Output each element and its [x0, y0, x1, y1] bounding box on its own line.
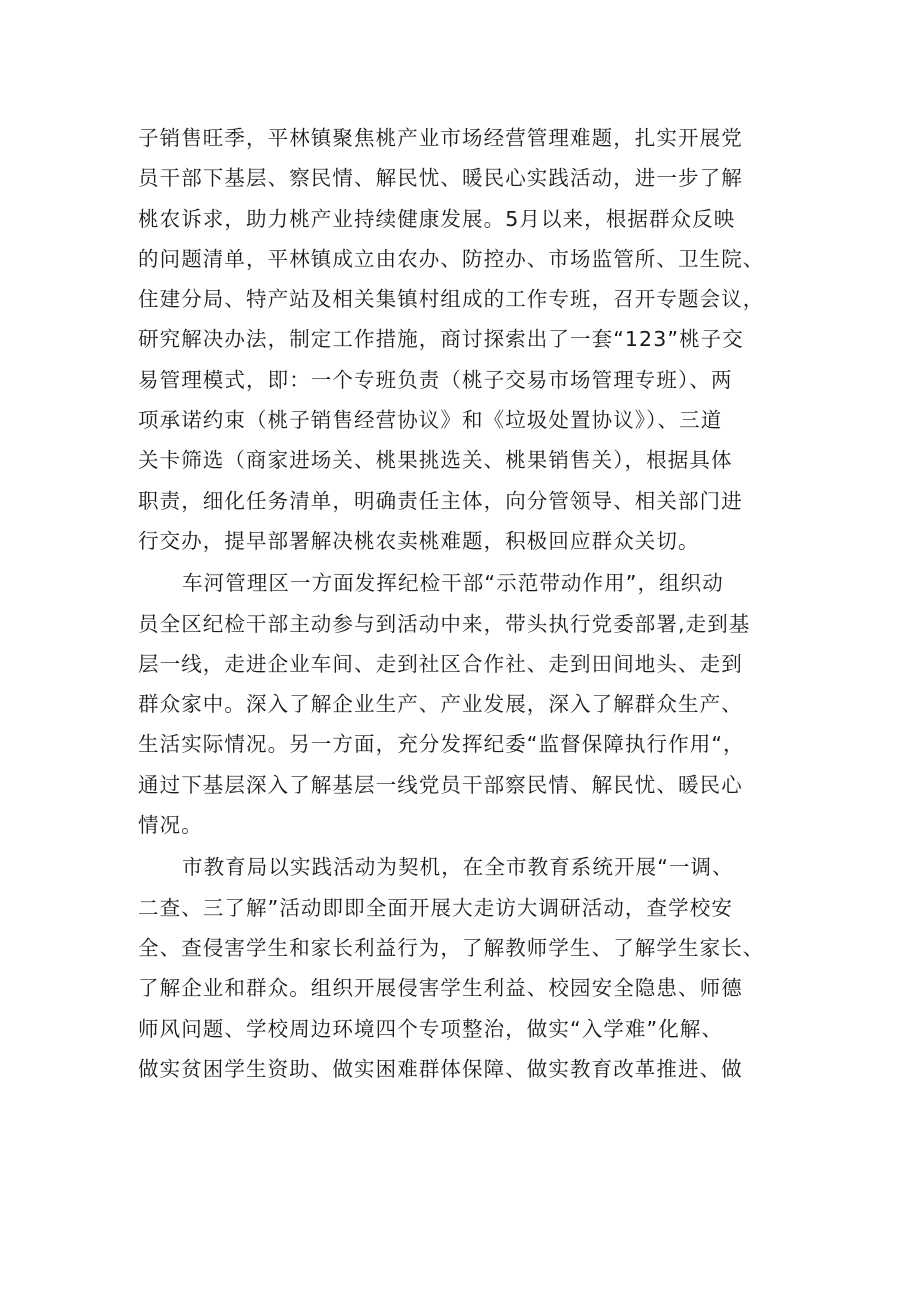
text-line: 了解企业和群众。组织开展侵害学生利益、校园安全隐患、师德: [138, 976, 743, 1001]
text-line: 的问题清单，平林镇成立由农办、防控办、市场监管所、卫生院、: [138, 246, 765, 271]
text-line: 做实贫困学生资助、做实困难群体保障、做实教育改革推进、做: [138, 1056, 743, 1081]
text-line: 易管理模式，即：一个专班负责（桃子交易市场管理专班）、两: [138, 367, 733, 392]
text-line: 层一线，走进企业车间、走到社区合作社、走到田间地头、走到: [138, 651, 743, 676]
text-line: 职责，细化任务清单，明确责任主体，向分管领导、相关部门进: [138, 488, 743, 513]
text-line: 行交办，提早部署解决桃农卖桃难题，积极回应群众关切。: [138, 528, 700, 553]
text-line: 市教育局以实践活动为契机，在全市教育系统开展“一调、: [182, 855, 734, 880]
text-line: 关卡筛选（商家进场关、桃果挑选关、桃果销售关），根据具体: [138, 448, 733, 473]
text-line: 情况。: [138, 813, 203, 838]
text-line: 子销售旺季，平林镇聚焦桃产业市场经营管理难题，扎实开展党: [138, 126, 743, 150]
text-line: 住建分局、特产站及相关集镇村组成的工作专班，召开专题会议，: [138, 287, 765, 312]
text-line: 车河管理区一方面发挥纪检干部“示范带动作用”，组织动: [182, 571, 724, 596]
paragraph-chehe-district: [138, 563, 798, 845]
text-line: 师风问题、学校周边环境四个专项整治，做实“入学难”化解、: [138, 1016, 724, 1041]
text-line: 生活实际情况。另一方面，充分发挥纪委“监督保障执行作用“，: [138, 732, 745, 757]
text-line: 研究解决办法，制定工作措施，商讨探索出了一套“123”桃子交: [138, 327, 744, 352]
text-line: 项承诺约束（桃子销售经营协议》和《垃圾处置协议》）、三道: [138, 408, 723, 433]
text-line: 全、查侵害学生和家长利益行为，了解教师学生、了解学生家长、: [138, 935, 765, 960]
text-line: 员全区纪检干部主动参与到活动中来，带头执行党委部署,走到基: [138, 611, 751, 636]
document-body: [138, 118, 798, 1089]
paragraph-education-bureau: [138, 847, 798, 1089]
text-line: 二查、三了解”活动即即全面开展大走访大调研活动，查学校安: [138, 895, 733, 920]
text-line: 员干部下基层、察民情、解民忧、暖民心实践活动，进一步了解: [138, 166, 743, 191]
text-line: 通过下基层深入了解基层一线党员干部察民情、解民忧、暖民心: [138, 772, 743, 797]
text-line: 桃农诉求，助力桃产业持续健康发展。5月以来，根据群众反映: [138, 206, 736, 231]
paragraph-peach-market: [138, 118, 798, 561]
text-line: 群众家中。深入了解企业生产、产业发展，深入了解群众生产、: [138, 692, 743, 717]
